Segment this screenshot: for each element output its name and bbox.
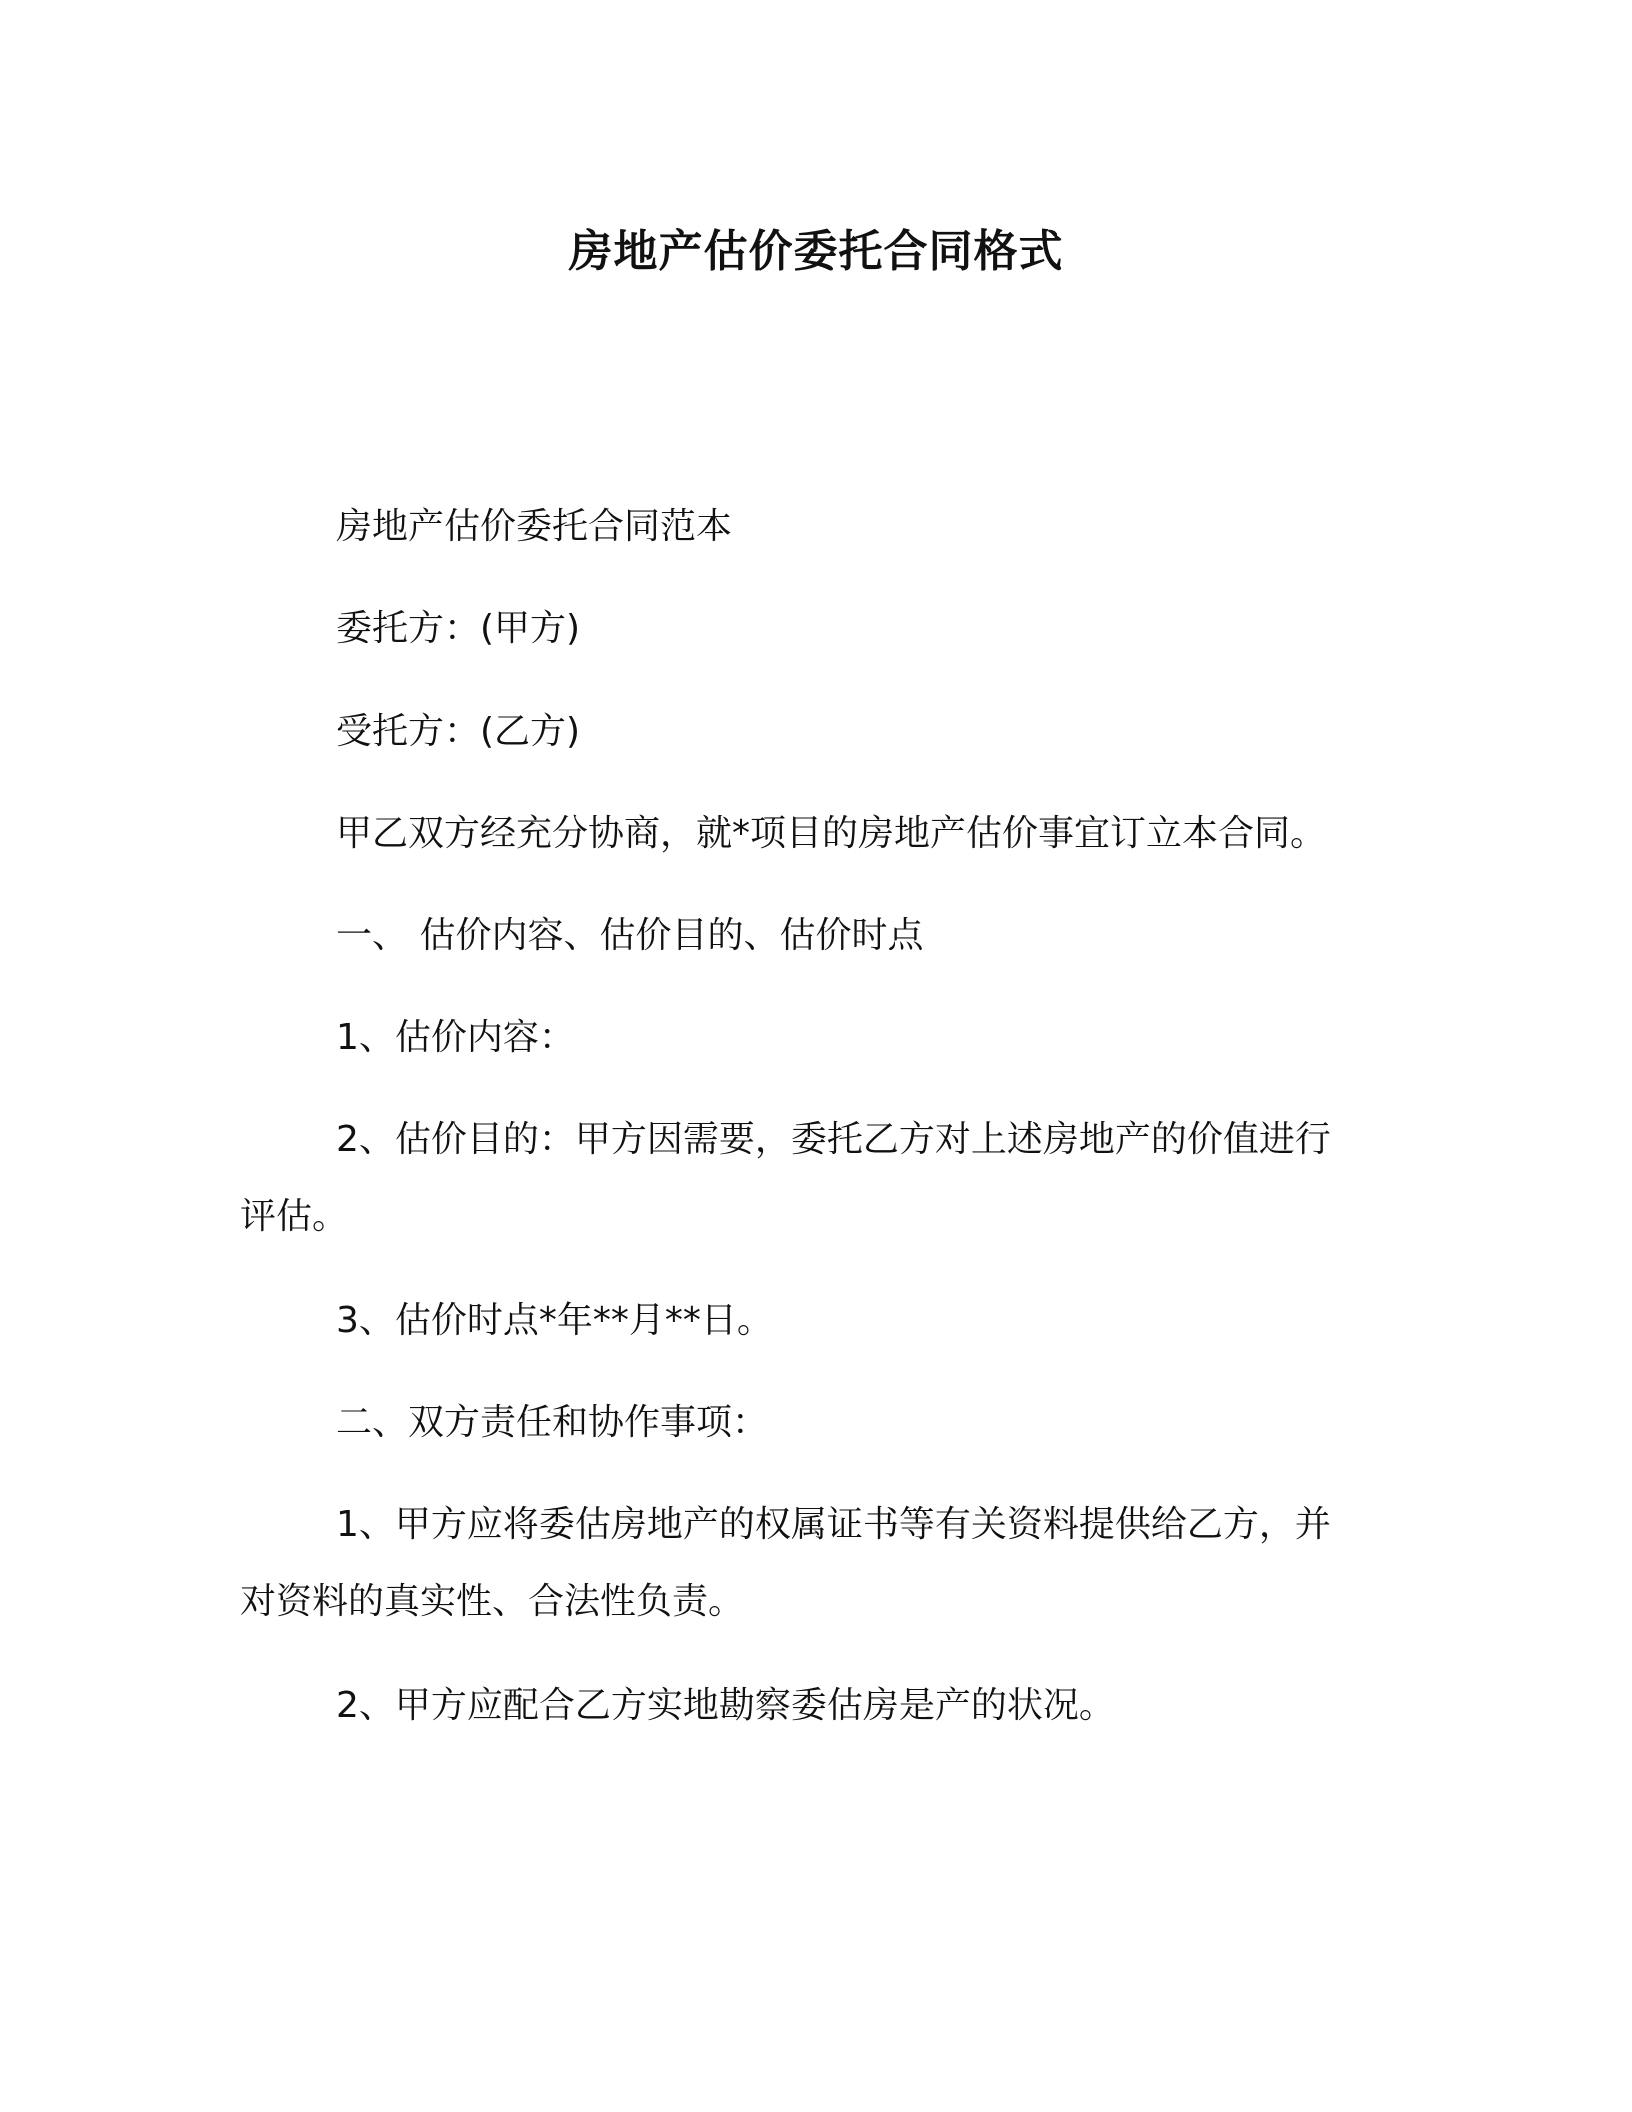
paragraph-client-party: 委托方：(甲方) [336,608,581,649]
clause-site-inspection: 2、甲方应配合乙方实地勘察委估房是产的状况。 [336,1685,1115,1726]
section-heading-valuation-content: 一、 估价内容、估价目的、估价时点 [336,915,924,956]
paragraph-trustee-party: 受托方：(乙方) [336,711,581,752]
document-title: 房地产估价委托合同格式 [568,226,1064,277]
clause-provide-documents: 1、甲方应将委估房地产的权属证书等有关资料提供给乙方，并对资料的真实性、合法性负责。 [240,1504,1331,1622]
clause-valuation-date: 3、估价时点*年**月**日。 [336,1300,773,1341]
paragraph-agreement-intro: 甲乙双方经充分协商，就*项目的房地产估价事宜订立本合同。 [336,813,1327,854]
clause-valuation-purpose: 2、估价目的：甲方因需要，委托乙方对上述房地产的价值进行评估。 [240,1119,1331,1237]
section-heading-responsibilities: 二、双方责任和协作事项： [336,1402,769,1443]
clause-valuation-content: 1、估价内容： [336,1017,575,1058]
paragraph-contract-sample: 房地产估价委托合同范本 [336,506,733,547]
